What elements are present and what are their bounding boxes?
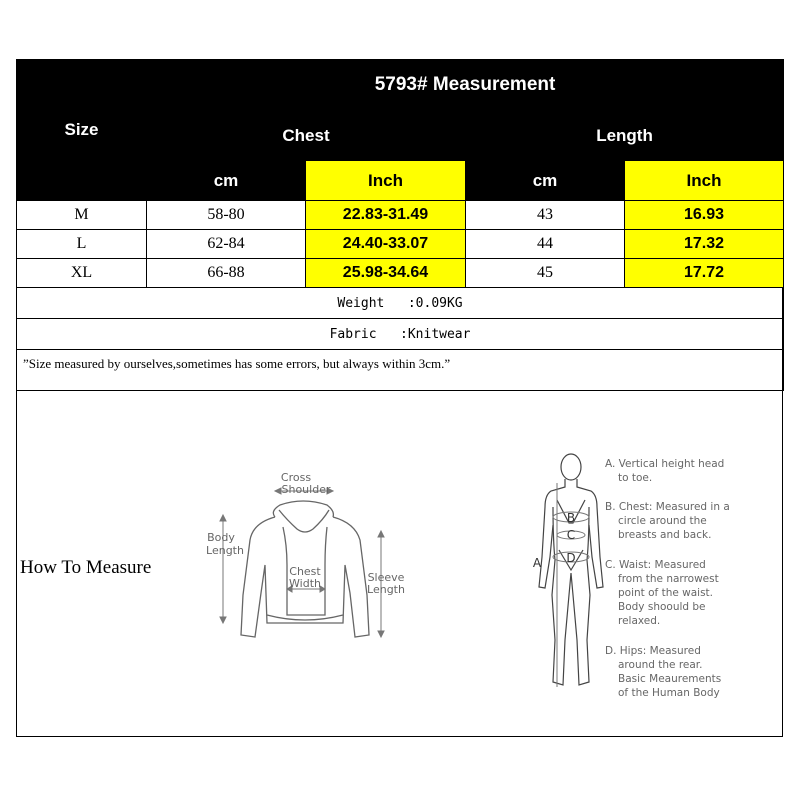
length-cm-cell: 44 <box>466 230 625 259</box>
size-cell: L <box>17 230 147 259</box>
chest-inch-header: Inch <box>306 161 466 201</box>
length-cm-cell: 43 <box>466 201 625 230</box>
note-c-line-4: Body shoould be <box>618 601 706 613</box>
chest-inch-cell: 24.40-33.07 <box>306 230 466 259</box>
length-cm-header: cm <box>466 161 625 201</box>
body-diagram <box>525 445 750 705</box>
note-b-line-2: circle around the <box>618 515 707 527</box>
marker-c: C <box>566 528 576 542</box>
length-inch-cell: 17.72 <box>625 259 784 288</box>
body-length-label-2: Length <box>206 544 244 557</box>
table-row <box>17 230 784 259</box>
sleeve-length-label-2: Length <box>367 583 405 596</box>
size-table <box>16 59 784 391</box>
note-d-line-4: of the Human Body <box>618 687 720 699</box>
cross-shoulder-label: Cross <box>280 471 312 484</box>
chest-cm-header: cm <box>147 161 306 201</box>
body-length-label: Body <box>207 531 235 544</box>
chest-width-label: Chest <box>289 565 321 578</box>
note-a-line-1: A. Vertical height head <box>605 458 725 470</box>
note-d-line-1: D. Hips: Measured <box>605 645 701 657</box>
chest-cm-cell: 66-88 <box>147 259 306 288</box>
garment-diagram <box>195 465 425 660</box>
how-to-measure-label: How To Measure <box>20 557 152 578</box>
length-header: Length <box>466 111 784 161</box>
table-row <box>17 201 784 230</box>
size-cell: XL <box>17 259 147 288</box>
marker-a: A <box>532 556 542 570</box>
marker-b: B <box>566 511 576 525</box>
table-title: 5793# Measurement <box>147 60 784 111</box>
size-cell: M <box>17 201 147 230</box>
note-b-line-3: breasts and back. <box>618 529 712 541</box>
note-c-line-3: point of the waist. <box>618 587 714 599</box>
note-a-line-2: to toe. <box>618 472 653 484</box>
fabric-row: Fabric :Knitwear <box>17 319 784 350</box>
cross-shoulder-label-2: Shoulder <box>281 483 331 496</box>
chest-inch-cell: 25.98-34.64 <box>306 259 466 288</box>
chest-width-label-2: Width <box>289 577 321 590</box>
chest-header: Chest <box>147 111 466 161</box>
chest-inch-cell: 22.83-31.49 <box>306 201 466 230</box>
note-d-line-2: around the rear. <box>618 659 703 671</box>
length-cm-cell: 45 <box>466 259 625 288</box>
sleeve-length-label: Sleeve <box>367 571 405 584</box>
length-inch-cell: 17.32 <box>625 230 784 259</box>
note-c-line-5: relaxed. <box>618 615 661 627</box>
table-row <box>17 259 784 288</box>
note-c-line-1: C. Waist: Measured <box>605 559 706 571</box>
size-header: Size <box>17 60 147 201</box>
note-d-line-3: Basic Meaurements <box>618 673 722 685</box>
weight-row: Weight :0.09KG <box>17 288 784 319</box>
note-b-line-1: B. Chest: Measured in a <box>605 501 730 513</box>
length-inch-cell: 16.93 <box>625 201 784 230</box>
note-c-line-2: from the narrowest <box>618 573 719 585</box>
chest-cm-cell: 58-80 <box>147 201 306 230</box>
chest-cm-cell: 62-84 <box>147 230 306 259</box>
note-row: ”Size measured by ourselves,sometimes has some errors, but always within 3cm.” <box>17 350 784 391</box>
marker-d: D <box>566 551 576 565</box>
length-inch-header: Inch <box>625 161 784 201</box>
